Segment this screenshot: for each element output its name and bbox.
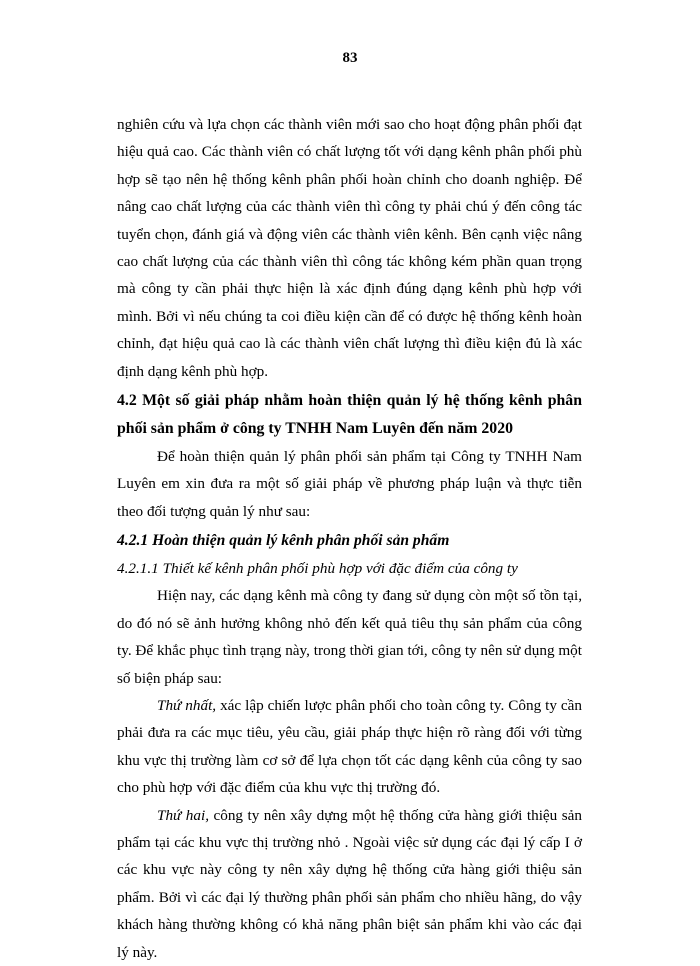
second-measure-lead: Thứ hai, [157,806,210,824]
paragraph-intro: nghiên cứu và lựa chọn các thành viên mới sao cho hoạt động phân phối đạt hiệu quả cao. Các thành viên có chất lượng tốt với dạng kênh phân phối phù hợp sẽ tạo nên hệ thống kênh phân phối hoàn chỉnh cho doanh nghiệp. Để nâng cao chất lượng của các thành viên thì công ty phải chú ý đến công tác tuyển chọn, đánh giá và động viên các thành viên kênh. Bên cạnh việc nâng cao chất lượng của các thành viên thì công tác không kém phần quan trọng mà công ty cần phải thực hiện là xác định đúng dạng kênh phù hợp với mình. Bởi vì nếu chúng ta coi điều kiện cần để có được hệ thống kênh hoàn chỉnh, đạt hiệu quả cao là các thành viên chất lượng thì điều kiện đủ là xác định dạng kênh phù hợp. [117,116,582,380]
paragraph-first-measure [117,692,582,802]
section-heading-4-2-1: 4.2.1 Hoàn thiện quản lý kênh phân phối sản phẩm [117,532,450,550]
paragraph-section-intro: Để hoàn thiện quản lý phân phối sản phẩm tại Công ty TNHH Nam Luyên em xin đưa ra một số giải pháp về phương pháp luận và thực tiễn theo đối tượng quản lý như sau: [117,448,582,520]
page-number: 83 [342,50,358,66]
page-content [117,111,582,966]
section-heading-4-2: 4.2 Một số giải pháp nhằm hoàn thiện quản lý hệ thống kênh phân phối sản phẩm ở công ty TNHH Nam Luyên đến năm 2020 [117,392,582,438]
section-heading-4-2-1-1: 4.2.1.1 Thiết kế kênh phân phối phù hợp với đặc điểm của công ty [117,560,518,578]
first-measure-lead: Thứ nhất, [157,696,217,714]
first-measure-text: xác lập chiến lược phân phối cho toàn công ty. Công ty cần phải đưa ra các mục tiêu, yêu cầu, giải pháp thực hiện rõ ràng đối với từng khu vực thị trường làm cơ sở để lựa chọn tốt các dạng kênh của công ty sao cho phù hợp với đặc điểm của khu vực thị trường đó. [117,696,582,797]
paragraph-second-measure [117,802,582,966]
paragraph-current-state: Hiện nay, các dạng kênh mà công ty đang sử dụng còn một số tồn tại, do đó nó sẽ ảnh hưởng không nhỏ đến kết quả tiêu thụ sản phẩm của công ty. Để khắc phục tình trạng này, trong thời gian tới, công ty nên sử dụng một số biện pháp sau: [117,587,582,687]
second-measure-text: công ty nên xây dựng một hệ thống cửa hàng giới thiệu sản phẩm tại các khu vực thị trường nhỏ . Ngoài việc sử dụng các đại lý cấp I ở các khu vực này công ty nên xây dựng hệ thống cửa hàng giới thiệu sản phẩm. Bởi vì các đại lý thường phân phối sản phẩm cho nhiều hãng, do vậy khách hàng thường không có khả năng phân biệt sản phẩm khi vào các đại lý này. [117,806,582,961]
